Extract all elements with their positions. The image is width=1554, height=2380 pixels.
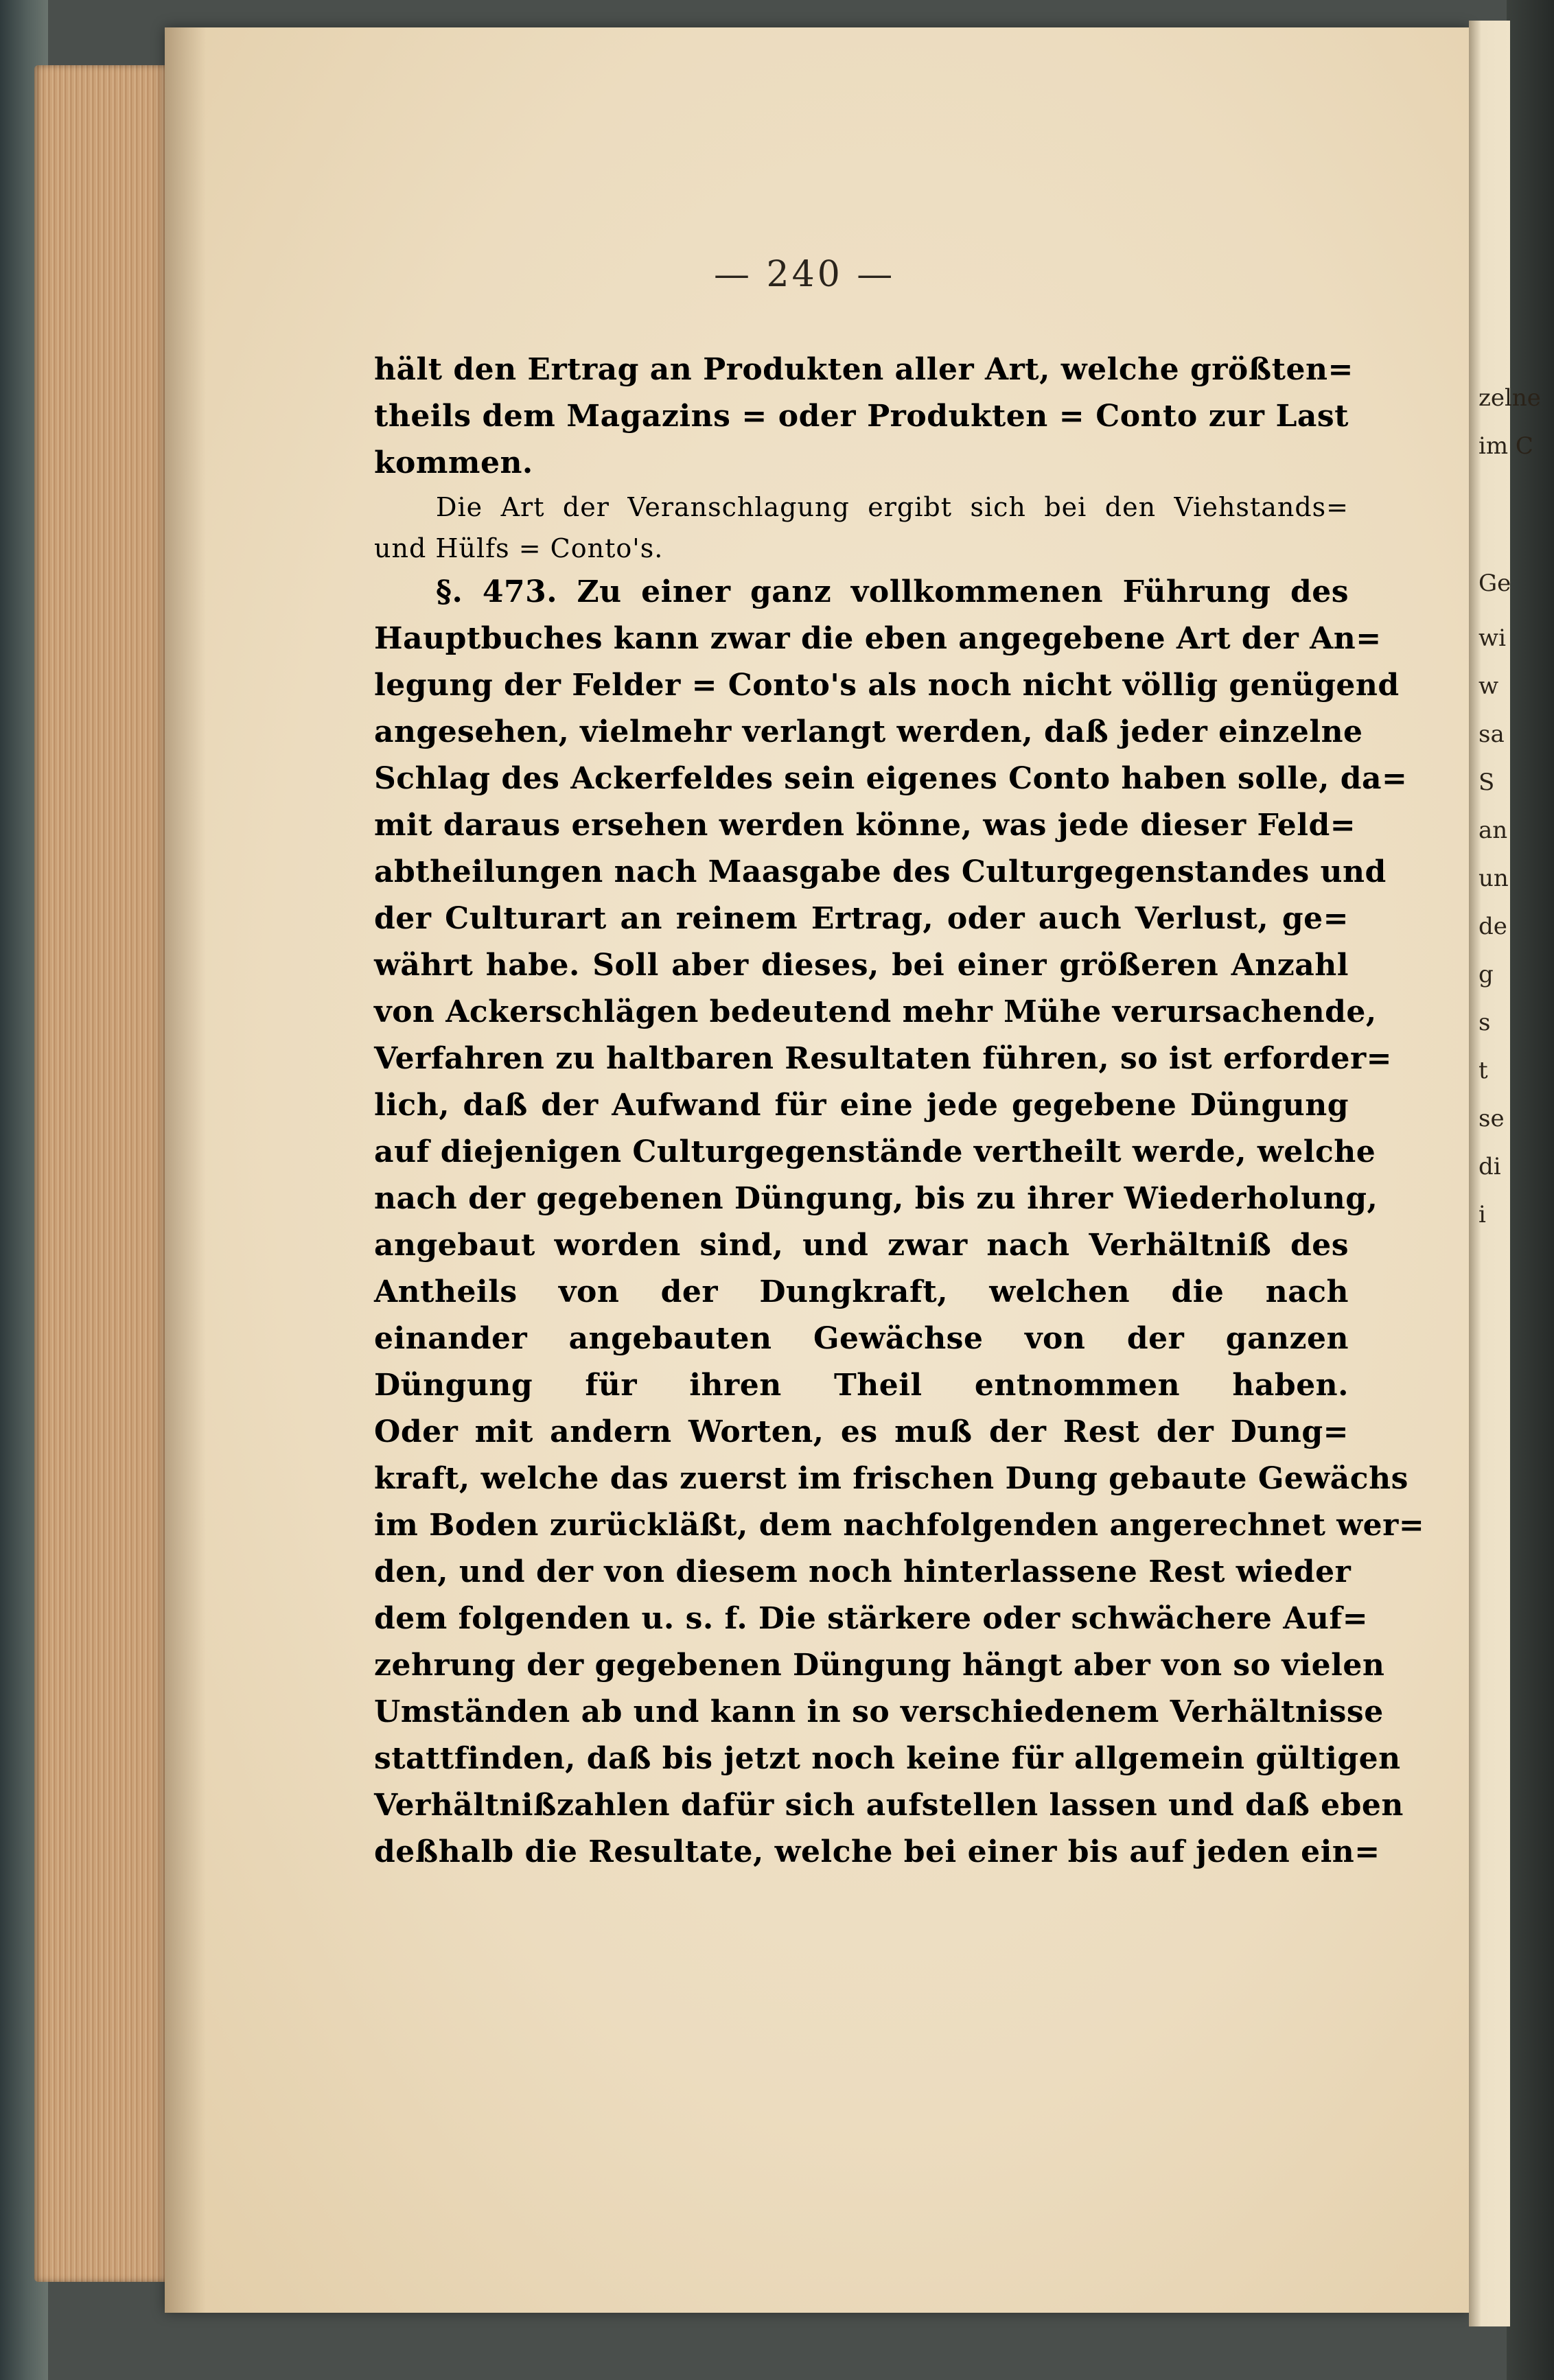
text-line: stattfinden, daß bis jetzt noch keine für allgemein gültigen xyxy=(374,1741,1401,1776)
facing-page-fragment: i xyxy=(1478,1201,1486,1228)
text-line: Hauptbuches kann zwar die eben angegebene Art der An= xyxy=(374,621,1382,656)
text-line: den, und der von diesem noch hinterlassene Rest wieder xyxy=(374,1554,1352,1589)
book-cover-right xyxy=(1507,0,1554,2380)
page-number: — 240 — xyxy=(714,254,896,295)
text-line: auf diejenigen Culturgegenstände vertheilt werde, welche xyxy=(374,1134,1376,1169)
text-line: angebaut worden sind, und zwar nach Verhältniß des xyxy=(374,1228,1349,1263)
text-line: Die Art der Veranschlagung ergibt sich bei den Viehstands= xyxy=(436,492,1349,522)
facing-page-fragment: wi xyxy=(1478,625,1506,652)
facing-page-fragment: g xyxy=(1478,961,1494,988)
text-line: der Culturart an reinem Ertrag, oder auch Verlust, ge= xyxy=(374,901,1349,936)
text-line: kraft, welche das zuerst im frischen Dung gebaute Gewächs xyxy=(374,1461,1408,1496)
text-line: zehrung der gegebenen Düngung hängt aber von so vielen xyxy=(374,1648,1385,1683)
text-line: legung der Felder = Conto's als noch nicht völlig genügend xyxy=(374,668,1400,703)
text-line: Schlag des Ackerfeldes sein eigenes Conto haben solle, da= xyxy=(374,761,1408,796)
text-line: mit daraus ersehen werden könne, was jede dieser Feld= xyxy=(374,808,1356,843)
text-line: Verhältnißzahlen dafür sich aufstellen lassen und daß eben xyxy=(374,1788,1404,1823)
text-line: Oder mit andern Worten, es muß der Rest der Dung= xyxy=(374,1414,1349,1449)
text-line: hält den Ertrag an Produkten aller Art, welche größten= xyxy=(374,352,1354,387)
text-line: deßhalb die Resultate, welche bei einer bis auf jeden ein= xyxy=(374,1834,1380,1869)
text-line: im Boden zurückläßt, dem nachfolgenden angerechnet wer= xyxy=(374,1508,1425,1543)
facing-page-fragment: zelne xyxy=(1478,384,1541,412)
text-line: Verfahren zu haltbaren Resultaten führen, so ist erforder= xyxy=(374,1041,1392,1076)
text-line: einander angebauten Gewächse von der ganzen xyxy=(374,1321,1349,1356)
text-line: abtheilungen nach Maasgabe des Culturgegenstandes und xyxy=(374,854,1387,889)
facing-page-fragment: w xyxy=(1478,673,1499,700)
gutter-shadow xyxy=(165,27,206,2313)
text-line: währt habe. Soll aber dieses, bei einer größeren Anzahl xyxy=(374,948,1349,983)
page-edges xyxy=(34,65,178,2282)
text-line: theils dem Magazins = oder Produkten = Conto zur Last xyxy=(374,399,1349,434)
facing-page-edge xyxy=(1469,21,1541,2326)
text-line: von Ackerschlägen bedeutend mehr Mühe verursachende, xyxy=(374,994,1377,1029)
facing-page-fragment: an xyxy=(1478,817,1508,844)
facing-page-fragment: un xyxy=(1478,865,1509,892)
facing-page-fragment: s xyxy=(1478,1009,1491,1036)
facing-page-fragment: im C xyxy=(1478,432,1533,460)
text-body xyxy=(374,347,1425,1876)
facing-page-fragment: se xyxy=(1478,1105,1505,1132)
facing-page-fragment: Ge xyxy=(1478,570,1511,597)
text-line: dem folgenden u. s. f. Die stärkere oder schwächere Auf= xyxy=(374,1601,1369,1636)
text-line: Antheils von der Dungkraft, welchen die nach xyxy=(374,1274,1349,1309)
text-line: kommen. xyxy=(374,445,533,480)
facing-page-fragment: sa xyxy=(1478,721,1505,748)
facing-page-fragment: di xyxy=(1478,1153,1501,1180)
text-line: nach der gegebenen Düngung, bis zu ihrer Wiederholung, xyxy=(374,1181,1378,1216)
facing-page-fragment: de xyxy=(1478,913,1507,940)
text-line: lich, daß der Aufwand für eine jede gegebene Düngung xyxy=(374,1088,1349,1123)
text-line: Umständen ab und kann in so verschiedenem Verhältnisse xyxy=(374,1694,1384,1729)
text-line: angesehen, vielmehr verlangt werden, daß jeder einzelne xyxy=(374,714,1363,749)
facing-page-fragment: t xyxy=(1478,1057,1488,1084)
text-line: Düngung für ihren Theil entnommen haben. xyxy=(374,1368,1349,1403)
facing-page-fragment: S xyxy=(1478,769,1495,796)
text-line: und Hülfs = Conto's. xyxy=(374,533,664,563)
text-line: §. 473. Zu einer ganz vollkommenen Führung des xyxy=(436,574,1349,609)
